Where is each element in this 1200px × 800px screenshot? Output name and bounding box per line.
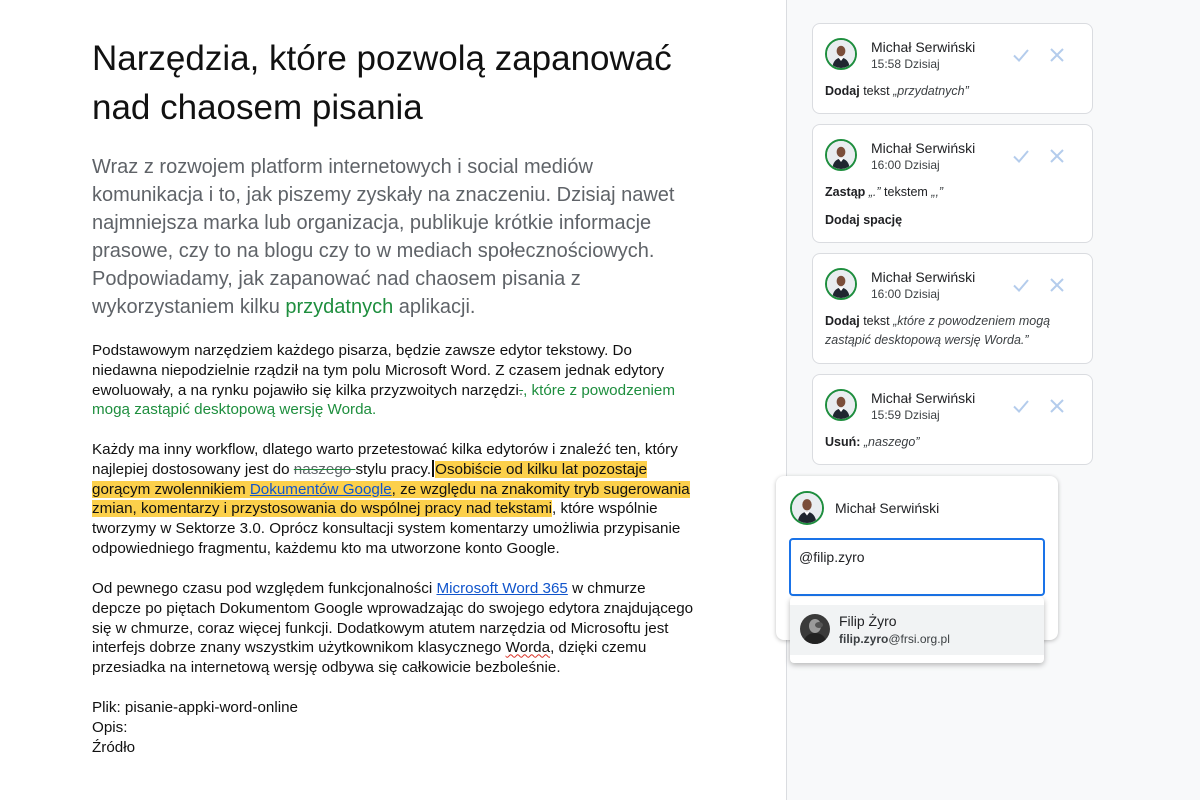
lead-text: Wraz z rozwojem platform internetowych i social mediów komunikacja i to, jak piszemy zyskały na znaczeniu. Dzisiaj nawet najmniejsza marka lub organizacja, publikuje krótkie informacje prasowe, czy to na blogu czy to w mediach społecznościowych. Podpowiadamy, jak zapanować nad chaosem pisania z wykorzystaniem kilku (92, 156, 675, 318)
paragraph-text: w chmurze depcze po piętach Dokumentom Google wprowadzając do swojego edytora znajdującego się w chmurze, coraz więcej funkcji. Dodatkowym atutem narzędzia od Microsoftu jest interfejs dobrze znany wszystkim użytkownikom klasycznego (92, 580, 694, 657)
comment-action: Zastąp (825, 185, 866, 199)
comment-time: 15:59 Dzisiaj (871, 408, 940, 422)
comment-quote: „które z powodzeniem mogą zastąpić desktopową wersję Worda.” (825, 314, 1051, 347)
accept-check-icon[interactable] (1010, 395, 1032, 417)
user-avatar (825, 389, 857, 421)
misspelled-word[interactable]: Worda (505, 639, 551, 657)
mention-suggestion-item[interactable] (790, 605, 1044, 655)
comment-text: tekst (859, 314, 894, 328)
suggested-insertion[interactable]: przydatnych (285, 296, 394, 318)
text-cursor (432, 460, 434, 477)
document-lead[interactable] (92, 153, 692, 321)
comment-body (825, 433, 1080, 452)
lead-text-end: aplikacji. (393, 296, 476, 318)
comment-quote: „naszego” (860, 435, 920, 449)
paragraph-text: Podstawowym narzędziem każdego pisarza, będzie zawsze edytor tekstowy. Do niedawna niepodzielnie rządził na tym polu Microsoft Word. Z czasem jednak edytory ewoluowały, a na rynku pojawiło się kilka przyzwoitych narzędzi (92, 342, 665, 399)
highlighted-text[interactable]: , ze względu na znakomity tryb sugerowania zmian, komentarzy i przystosowania do wspólnej pracy nad tekstami (92, 480, 690, 518)
meta-description: Opis: (92, 718, 128, 736)
comment-author: Michał Serwiński (871, 390, 976, 406)
mention-name: Filip Żyro (839, 613, 897, 629)
suggested-insertion[interactable]: , które z powodzeniem mogą zastąpić desktopową wersję Worda. (92, 381, 676, 419)
comment-body (825, 183, 1080, 202)
paragraph-text: stylu pracy. (355, 460, 432, 478)
comment-author: Michał Serwiński (871, 39, 976, 55)
link-dokumenty-google[interactable]: Dokumentów Google (249, 480, 392, 498)
reject-x-icon[interactable] (1046, 395, 1068, 417)
comment-time: 15:58 Dzisiaj (871, 57, 940, 71)
document-metadata[interactable] (92, 698, 697, 757)
reject-x-icon[interactable] (1046, 145, 1068, 167)
suggestion-card[interactable] (812, 374, 1093, 465)
comment-action: Dodaj (825, 84, 860, 98)
paragraph-2[interactable] (92, 440, 697, 559)
comment-quote: „przydatnych” (893, 84, 969, 98)
accept-check-icon[interactable] (1010, 274, 1032, 296)
paragraph-text: , dzięki czemu przesiadka na internetową wersję odbywa się całkowicie bezboleśnie. (92, 639, 647, 677)
reject-x-icon[interactable] (1046, 274, 1068, 296)
reject-x-icon[interactable] (1046, 44, 1068, 66)
accept-check-icon[interactable] (1010, 145, 1032, 167)
user-avatar (825, 268, 857, 300)
paragraph-text: Każdy ma inny workflow, dlatego warto przetestować kilka edytorów i znaleźć ten, który najlepiej dostosowany jest do (92, 441, 678, 478)
suggested-deletion[interactable]: . (518, 381, 524, 399)
paragraph-3[interactable] (92, 579, 697, 678)
comment-input[interactable] (789, 538, 1045, 596)
suggestion-card[interactable] (812, 23, 1093, 114)
paragraph-text: , które wspólnie tworzymy w Sektorze 3.0. Oprócz konsultacji system komentarzy umożliwia przypisanie odpowiedniego fragmentu, każdemu kto ma utworzone konto Google. (92, 500, 681, 557)
comment-body (825, 312, 1080, 350)
comment-quote: „.” (865, 185, 885, 199)
comment-action: Dodaj (825, 314, 860, 328)
suggested-deletion[interactable]: naszego (293, 460, 356, 478)
comments-sidebar (786, 0, 1200, 800)
comment-time: 16:00 Dzisiaj (871, 158, 940, 172)
meta-source: Źródło (92, 738, 136, 756)
comment-author: Michał Serwiński (871, 140, 976, 156)
user-avatar (825, 38, 857, 70)
mention-avatar (800, 614, 830, 644)
comment-body (825, 82, 1080, 101)
comment-body-line-2 (825, 211, 1080, 230)
highlighted-text[interactable]: Osobiście od kilku lat pozostaje gorącym zwolennikiem (92, 460, 648, 498)
paragraph-1[interactable] (92, 341, 697, 420)
comment-text: tekstem (884, 185, 928, 199)
document-title[interactable]: Narzędzia, które pozwolą zapanować nad chaosem pisania (92, 39, 672, 127)
comment-text: tekst (859, 84, 894, 98)
link-microsoft-word-365[interactable]: Microsoft Word 365 (436, 580, 568, 597)
mention-dropdown (790, 597, 1044, 663)
mention-email (839, 632, 950, 646)
comment-author: Michał Serwiński (871, 269, 976, 285)
user-avatar (790, 491, 824, 525)
mention-email-domain: @frsi.org.pl (888, 632, 950, 646)
mention-email-match: filip.zyro (839, 632, 889, 646)
comment-action: Dodaj spację (825, 213, 903, 227)
user-avatar (825, 139, 857, 171)
reply-author: Michał Serwiński (835, 500, 940, 516)
suggestion-card[interactable] (812, 253, 1093, 364)
meta-file: Plik: pisanie-appki-word-online (92, 699, 298, 716)
suggestion-card[interactable] (812, 124, 1093, 243)
accept-check-icon[interactable] (1010, 44, 1032, 66)
paragraph-text: Od pewnego czasu pod względem funkcjonalności (92, 580, 437, 597)
comment-action: Usuń: (825, 435, 861, 449)
comment-time: 16:00 Dzisiaj (871, 287, 940, 301)
comment-quote: „,” (927, 185, 944, 199)
